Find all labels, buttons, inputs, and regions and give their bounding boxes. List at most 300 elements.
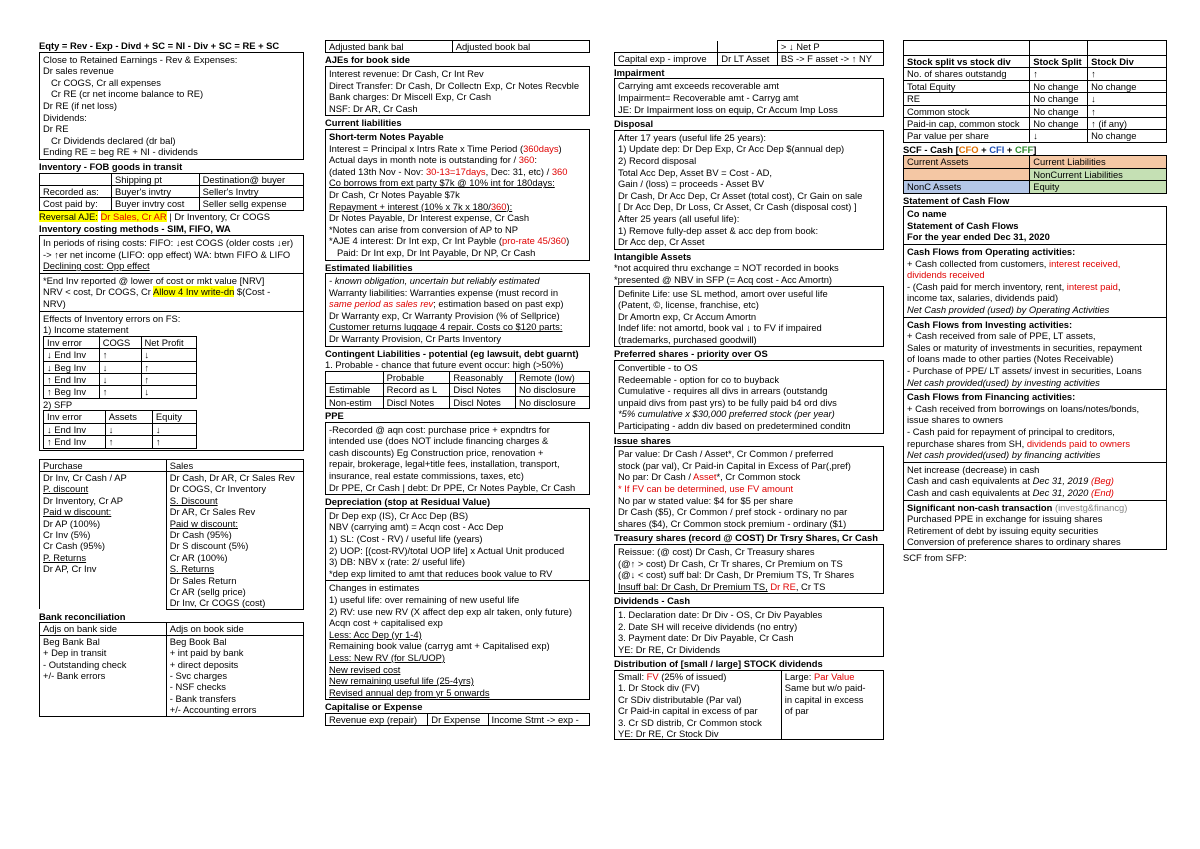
financing-box xyxy=(903,390,1167,463)
text: Changes in estimates xyxy=(329,582,420,594)
close-line: Dr RE (if net loss) xyxy=(43,99,117,111)
table-cell: Buyer invtry cost xyxy=(112,198,200,210)
text: Retirement of debt by issuing equity securities xyxy=(907,524,1099,536)
issue-shares-title: Issue shares xyxy=(614,434,671,446)
text: Dr Dep exp (IS), Cr Acc Dep (BS) xyxy=(329,509,469,521)
text: , Dec: 31, etc) / xyxy=(485,165,550,177)
text: Dr Warranty exp, Cr Warranty Provision (% of Sellprice) xyxy=(329,309,560,321)
text: Paid w discount: xyxy=(169,517,238,529)
inventory-errors-box xyxy=(39,312,304,451)
text: ): xyxy=(506,200,513,212)
costing-line: In periods of rising costs: FIFO: ↓est COGS (older costs ↓er) xyxy=(43,236,294,248)
table-cell: ↓ End Inv xyxy=(44,349,100,361)
treasury-box xyxy=(614,544,884,594)
text: SCF - Cash [ xyxy=(903,143,959,155)
preferred-title: Preferred shares - priority over OS xyxy=(614,348,768,360)
text: Interest revenue: Dr Cash, Cr Int Rev xyxy=(329,68,484,79)
text: + xyxy=(978,143,990,155)
table-cell: ↑ xyxy=(99,386,141,398)
table-cell: No change xyxy=(1030,118,1088,130)
notes-payable-box xyxy=(325,129,590,261)
ajes-title: AJEs for book side xyxy=(325,54,410,66)
text: intended use (does NOT include financing charges & xyxy=(329,435,549,447)
table-cell xyxy=(40,173,112,185)
table-cell: Destination@ buyer xyxy=(199,173,303,185)
text: - Outstanding check xyxy=(43,658,127,670)
red-text: FV xyxy=(646,670,659,682)
dividends-title: Dividends - Cash xyxy=(614,595,691,607)
text: Beg Bank Bal xyxy=(43,635,100,647)
text: Dr AP (100%) xyxy=(43,517,101,529)
net-box xyxy=(903,463,1167,501)
table-cell xyxy=(904,41,1030,56)
text: Direct Transfer: Dr Cash, Dr Collectn Exp, Cr Notes Recvble xyxy=(329,79,580,91)
red-text: Dr RE xyxy=(770,580,796,592)
text: Total Acc Dep, Asset BV = Cost - AD, xyxy=(618,166,772,178)
text: 1) Remove fully-dep asset & acc dep from book: xyxy=(618,224,819,236)
text: Dr Notes Payable, Dr Interest expense, Cr Cash xyxy=(329,212,530,224)
column-3 xyxy=(614,40,884,740)
close-line: Dr RE xyxy=(43,123,69,135)
text: (trademarks, purchased goodwill) xyxy=(618,333,757,345)
text: P. Returns xyxy=(43,551,87,563)
intangible-title: Intangible Assets xyxy=(614,250,692,262)
table-cell: Equity xyxy=(1030,181,1167,193)
text: Actual days in month note is outstanding for / xyxy=(329,154,517,166)
text: Dec 31, 2020 xyxy=(1032,486,1089,498)
depreciation-title: Depreciation (stop at Residual Value) xyxy=(325,496,491,508)
red-text: Asset xyxy=(693,471,717,483)
red-text: (End) xyxy=(1091,486,1114,498)
text: *dep exp limited to amt that reduces book value to RV xyxy=(329,567,553,579)
text: -Recorded @ aqn cost: purchase price + expndtrs for xyxy=(329,423,550,435)
dividends-box xyxy=(614,607,884,657)
issue-shares-box xyxy=(614,446,884,531)
text: 3. Cr SD distrib, Cr Common stock xyxy=(618,716,762,728)
table-cell: No disclosure xyxy=(515,396,589,408)
text: Small: xyxy=(618,670,647,682)
text: Paid w discount: xyxy=(43,506,112,518)
text: Dr Warranty Provision, Cr Parts Inventory xyxy=(329,333,502,345)
text: | Dr Inventory, Cr COGS xyxy=(169,210,270,222)
text: No par w stated value: $4 for $5 per share xyxy=(618,494,794,506)
table-cell: Adjs on book side xyxy=(166,623,303,635)
text: of par xyxy=(784,705,809,717)
highlight: Reversal AJE: xyxy=(39,210,98,222)
text: Dr Cash ($5), Cr Common / pref stock - ordinary no par xyxy=(618,506,848,518)
text: + Cash collected from customers, xyxy=(907,257,1047,269)
text: Net Cash provided (used) by Operating Activities xyxy=(907,304,1110,315)
text: Impairment= Recoverable amt - Carryg amt xyxy=(618,92,799,103)
treasury-title: Treasury shares (record @ COST) Dr Trsry Shares, Cr Cash xyxy=(614,532,878,544)
text: No par: Dr Cash / xyxy=(618,471,691,483)
table-cell: Adjs on bank side xyxy=(40,623,167,635)
estimated-box xyxy=(325,273,590,347)
table-cell: Remote (low) xyxy=(515,371,589,383)
equity-equation: Eqty = Rev - Exp - Divd + SC = NI - Div + SC = RE + SC xyxy=(39,40,280,51)
current-liabilities-title: Current liabilities xyxy=(325,117,402,129)
text: Convertible - to OS xyxy=(618,362,698,374)
text: + int paid by bank xyxy=(169,647,244,659)
text: Dr Inventory, Cr AP xyxy=(43,494,124,506)
table-cell: No. of shares outstandg xyxy=(904,68,1030,80)
text: (Patent, ©, license, franchise, etc) xyxy=(618,299,759,311)
table-cell: Reasonably xyxy=(450,371,516,383)
text: S. Discount xyxy=(169,494,218,506)
table-cell: Dr LT Asset xyxy=(718,53,778,65)
text: Dr Amortn exp, Cr Accum Amortn xyxy=(618,310,757,322)
table-cell: Total Equity xyxy=(904,80,1030,92)
text: *Notes can arise from conversion of AP to NP xyxy=(329,223,518,235)
small-stock-cell xyxy=(615,670,782,739)
text: YE: Dr RE, Cr Stock Div xyxy=(618,727,719,739)
sales-cell xyxy=(166,471,303,609)
text: Co borrows from ext party $7k @ 10% int for 180days: xyxy=(329,177,555,189)
estimated-liabilities-title: Estimated liabilities xyxy=(325,261,413,273)
table-cell: COGS xyxy=(99,336,141,348)
text: Dr Cash, Dr AR, Cr Sales Rev xyxy=(169,471,295,483)
table-cell: ↑ xyxy=(1088,68,1167,80)
text: (@↓ < cost) suff bal: Dr Cash, Dr Premium TS, Tr Shares xyxy=(618,569,855,581)
table-cell: NonC Assets xyxy=(904,181,1030,193)
table-cell: Stock split vs stock div xyxy=(904,56,1030,68)
text: + direct deposits xyxy=(169,658,239,670)
cfo-label: CFO xyxy=(958,143,979,155)
text: 1) SL: (Cost - RV) / useful life (years) xyxy=(329,533,483,544)
table-cell: Cost paid by: xyxy=(40,198,112,210)
text: Short-term Notes Payable xyxy=(329,130,444,142)
stock-div-title: Distribution of [small / large] STOCK dividends xyxy=(614,658,823,670)
table-cell xyxy=(1030,41,1088,56)
table-cell: Par value per share xyxy=(904,130,1030,142)
table-cell: Non-estim xyxy=(326,396,384,408)
text: - NSF checks xyxy=(169,681,226,693)
red-text: Par Value xyxy=(813,670,855,682)
book-side-cell xyxy=(166,635,303,716)
changes-estimates-box xyxy=(325,581,590,700)
text: income tax, salaries, dividends paid) xyxy=(907,292,1059,304)
text: Dr AP, Cr Inv xyxy=(43,563,97,575)
text: Dr S discount (5%) xyxy=(169,540,249,552)
sfp-title: 2) SFP xyxy=(43,398,73,410)
text: ; estimation based on past exp) xyxy=(433,298,564,310)
red-text: interest received, xyxy=(1049,257,1121,269)
bank-rec-title: Bank reconciliation xyxy=(39,610,126,622)
text: Carrying amt exceeds recoverable amt xyxy=(618,80,780,92)
red-text: 360 xyxy=(518,154,535,166)
text: Conversion of preference shares to ordinary shares xyxy=(907,536,1121,548)
text: Cash Flows from Operating activities: xyxy=(907,246,1076,258)
column-2 xyxy=(325,40,590,726)
contingent-table xyxy=(325,371,590,409)
text: +/- Bank errors xyxy=(43,670,106,682)
column-4 xyxy=(903,40,1167,563)
text: *presented @ NBV in SFP (= Acq cost - Acc Amortn) xyxy=(614,273,833,285)
table-cell xyxy=(615,41,718,53)
table-cell: Sales xyxy=(166,459,303,471)
table-cell: Buyer's invtry xyxy=(112,185,200,197)
table-cell: Stock Div xyxy=(1088,56,1167,68)
costing-box xyxy=(39,235,304,274)
close-line: Cr RE (cr net income balance to RE) xyxy=(51,88,204,100)
text: : xyxy=(534,154,537,166)
text: unpaid divs from past yrs) to be fully paid b4 ord divs xyxy=(618,396,837,408)
table-cell: Seller sellg expense xyxy=(199,198,303,210)
text: stock (par val), Cr Paid-in Capital in Excess of Par(,pref) xyxy=(618,459,851,471)
text: Reissue: (@ cost) Dr Cash, Cr Treasury shares xyxy=(618,545,815,557)
table-cell: ↓ xyxy=(99,373,141,385)
text: + Dep in transit xyxy=(43,647,107,659)
highlight: Allow 4 Inv write-dn xyxy=(153,286,235,298)
table-cell: Assets xyxy=(105,411,152,423)
text: Dr Sales Return xyxy=(169,574,237,586)
capitalise-table xyxy=(325,713,590,726)
table-cell: No disclosure xyxy=(515,384,589,396)
table-cell: Dr Expense xyxy=(428,713,488,725)
text: Indef life: not amortd, book val ↓ to FV if impaired xyxy=(618,322,822,334)
table-cell: ↑ xyxy=(1030,68,1088,80)
text: 3. Payment date: Dr Div Payable, Cr Cash xyxy=(618,632,794,644)
operating-box xyxy=(903,245,1167,318)
table-cell: ↑ (if any) xyxy=(1088,118,1167,130)
table-cell: Paid-in cap, common stock xyxy=(904,118,1030,130)
bank-rec-table xyxy=(39,622,304,716)
text: *AJE 4 interest: Dr Int exp, Cr Int Payble ( xyxy=(329,235,502,247)
table-cell: ↓ xyxy=(1088,93,1167,105)
table-cell: ↓ xyxy=(1030,130,1088,142)
text: - Bank transfers xyxy=(169,692,236,704)
table-cell: No change xyxy=(1030,93,1088,105)
text: NBV (carrying amt) = Acqn cost - Acc Dep xyxy=(329,521,504,533)
text: Cr AR (100%) xyxy=(169,551,228,563)
text: Cr AR (sellg price) xyxy=(169,586,246,597)
depreciation-box xyxy=(325,508,590,582)
table-cell: No change xyxy=(1088,80,1167,92)
stock-div-table xyxy=(614,670,884,740)
table-cell: ↓ End Inv xyxy=(44,423,106,435)
table-cell: Record as L xyxy=(383,384,450,396)
table-cell: Revenue exp (repair) xyxy=(326,713,428,725)
large-stock-cell xyxy=(781,670,883,739)
text: New revised cost xyxy=(329,663,401,675)
text: 2. Date SH will receive dividends (no entry) xyxy=(618,620,798,632)
table-cell xyxy=(718,41,778,53)
investing-box xyxy=(903,318,1167,391)
text: $(Cost - xyxy=(236,286,271,298)
text: Cumulative - requires all divs in arrears (outstandg xyxy=(618,385,828,397)
scf-title xyxy=(903,144,1167,156)
impairment-title: Impairment xyxy=(614,66,665,78)
close-line: Ending RE = beg RE + NI - dividends xyxy=(43,146,198,158)
table-cell: Current Assets xyxy=(904,156,1030,168)
text: After 17 years (useful life 25 years): xyxy=(618,131,766,143)
text: *, Cr Common stock xyxy=(716,471,801,483)
text: P. discount xyxy=(43,483,89,495)
table-cell: ↓ xyxy=(99,361,141,373)
text: Dr PPE, Cr Cash | debt: Dr PPE, Cr Notes Payble, Cr Cash xyxy=(329,481,576,493)
text: Warranty liabilities: Warranties expense (must record in xyxy=(329,286,559,298)
text: Paid: Dr Int exp, Dr Int Payable, Dr NP, Cr Cash xyxy=(337,246,536,258)
red-text: (Beg) xyxy=(1091,475,1114,487)
errors-title: Effects of Inventory errors on FS: xyxy=(43,312,181,324)
co-header-box xyxy=(903,206,1167,245)
grey-text: (investg&financg) xyxy=(1054,501,1128,513)
intangible-box xyxy=(614,286,884,348)
text: + Cash received from borrowings on loans/notes/bonds, xyxy=(907,402,1140,414)
table-cell: No change xyxy=(1030,105,1088,117)
text: For the year ended Dec 31, 2020 xyxy=(907,231,1050,243)
preferred-box xyxy=(614,360,884,434)
text: 1) useful life: over remaining of new useful life xyxy=(329,593,520,605)
text: Dr Cash, Cr Notes Payable $7k xyxy=(329,188,460,200)
table-cell: ↓ xyxy=(141,386,197,398)
red-text: same period as sales rev xyxy=(329,298,434,310)
text: , Cr TS xyxy=(795,580,826,592)
text: Dr Inv, Cr COGS (cost) xyxy=(169,597,266,609)
column-1 xyxy=(39,40,304,717)
table-cell: ↑ xyxy=(152,436,196,448)
text: Cash and cash equivalents at xyxy=(907,486,1030,498)
table-cell: Estimable xyxy=(326,384,384,396)
text: Cr Cash (95%) xyxy=(43,540,105,552)
red-text: 360 xyxy=(551,165,568,177)
table-cell: ↑ xyxy=(141,373,197,385)
text: Interest = Principal x Intrs Rate x Time Period ( xyxy=(329,142,524,154)
text: Repayment + interest (10% x 7k x 180/ xyxy=(329,200,491,212)
text: cash discounts) Eg Construction price, renovation + xyxy=(329,446,544,458)
text: NSF: Dr AR, Cr Cash xyxy=(329,102,418,114)
red-text: 360days xyxy=(523,142,559,154)
table-cell xyxy=(1088,41,1167,56)
text: Dr Acc dep, Cr Asset xyxy=(618,236,705,248)
close-line: Close to Retained Earnings - Rev & Expenses: xyxy=(43,53,238,65)
red-text: dividends paid to owners xyxy=(1026,437,1131,449)
table-cell: ↑ xyxy=(105,436,152,448)
text: ) xyxy=(566,235,570,247)
table-cell: ↑ xyxy=(141,361,197,373)
table-cell xyxy=(326,371,384,383)
text: 1. Declaration date: Dr Div - OS, Cr Div Payables xyxy=(618,608,823,620)
scf-from-sfp: SCF from SFP: xyxy=(903,551,967,563)
close-line: Dividends: xyxy=(43,111,87,123)
text: , xyxy=(1117,280,1121,292)
table-cell: ↓ xyxy=(141,349,197,361)
table-cell: Discl Notes xyxy=(450,384,516,396)
text: Purchased PPE in exchange for issuing shares xyxy=(907,513,1103,525)
text: Dr Cash (95%) xyxy=(169,528,232,540)
text: + Cash received from sale of PPE, LT assets, xyxy=(907,330,1096,342)
table-cell: Common stock xyxy=(904,105,1030,117)
text: Significant non-cash transaction xyxy=(907,501,1053,513)
text: (25% of issued) xyxy=(658,670,727,682)
text: Remaining book value (carryg amt + Capitalised exp) xyxy=(329,640,550,652)
red-text: pro-rate 45/360 xyxy=(501,235,567,247)
costing-line: -> ↑er net income (LIFO: opp effect) WA: btwn FIFO & LIFO xyxy=(43,248,291,260)
text: Less: Acc Dep (yr 1-4) xyxy=(329,628,422,640)
text: Beg Book Bal xyxy=(169,635,227,647)
close-line: Cr COGS, Cr all expenses xyxy=(51,76,161,88)
text: *not acquired thru exchange = NOT recorded in books xyxy=(614,262,839,274)
adjusted-bal-table xyxy=(325,40,590,53)
table-cell: ↓ Beg Inv xyxy=(44,361,100,373)
text: Cash Flows from Financing activities: xyxy=(907,391,1076,403)
table-cell: Stock Split xyxy=(1030,56,1088,68)
ajes-box xyxy=(325,66,590,116)
text: + xyxy=(1004,143,1016,155)
text: - (Cash paid for merch inventory, rent, xyxy=(907,280,1065,292)
bank-side-cell xyxy=(40,635,167,716)
table-cell: ↑ End Inv xyxy=(44,373,100,385)
table-cell: BS -> F asset -> ↑ NY xyxy=(777,53,883,65)
table-cell: ↑ xyxy=(99,349,141,361)
closing-entries-box xyxy=(39,52,304,160)
disposal-title: Disposal xyxy=(614,118,654,130)
text: Statement of Cash Flows xyxy=(907,219,1019,231)
table-cell: > ↓ Net P xyxy=(777,41,883,53)
table-cell: Purchase xyxy=(40,459,167,471)
text: +/- Accounting errors xyxy=(169,704,257,716)
text: repurchase shares from SH, xyxy=(907,437,1025,449)
text: Less: New RV (for SL/UOP) xyxy=(329,651,446,663)
table-cell: ↓ xyxy=(152,423,196,435)
table-cell: NonCurrent Liabilities xyxy=(1030,168,1167,180)
text: repair, brokerage, legal+title fees, installation, transport, xyxy=(329,458,560,470)
text: 1. Dr Stock div (FV) xyxy=(618,682,700,694)
text: [ Dr Acc Dep, Dr Loss, Cr Asset, Cr Cash (disposal cost) ] xyxy=(618,201,857,213)
red-text: Dr Sales, Cr AR xyxy=(100,210,167,222)
text: Net cash provided(used) by financing activities xyxy=(907,449,1101,461)
table-cell: ↓ xyxy=(105,423,152,435)
table-cell: ↑ End Inv xyxy=(44,436,106,448)
text: 3) DB: NBV x (rate: 2/ useful life) xyxy=(329,556,465,568)
text: Cr Inv (5%) xyxy=(43,528,91,540)
split-vs-div-table xyxy=(903,40,1167,143)
contingent-title: Contingent Liabilities - potential (eg lawsuit, debt guarnt) xyxy=(325,347,579,359)
costing-title: Inventory costing methods - SIM, FIFO, WA xyxy=(39,223,231,235)
table-cell: Recorded as: xyxy=(40,185,112,197)
text: Dr Inv, Cr Cash / AP xyxy=(43,471,127,483)
reversal-aje xyxy=(39,211,304,223)
income-error-table xyxy=(43,336,197,399)
text: JE: Dr Impairment loss on equip, Cr Accum Imp Loss xyxy=(618,103,838,115)
sfp-grid xyxy=(903,155,1167,193)
text: 2) UOP: [(cost-RV)/total UOP life] x Actual Unit produced xyxy=(329,544,565,556)
text: Par value: Dr Cash / Asset*, Cr Common / preferred xyxy=(618,448,834,460)
text: of loans made to other parties (Notes Receivable) xyxy=(907,353,1114,365)
table-cell: ↑ Beg Inv xyxy=(44,386,100,398)
text: Dec 31, 2019 xyxy=(1032,475,1089,487)
table-cell: Discl Notes xyxy=(383,396,450,408)
disposal-box xyxy=(614,130,884,250)
sfp-error-table xyxy=(43,410,197,448)
text: Cr Paid-in capital in excess of par xyxy=(618,705,758,717)
table-cell: Income Stmt -> exp - xyxy=(488,713,589,725)
costing-line: Declining cost: Opp effect xyxy=(43,260,150,272)
close-line: Cr Dividends declared (dr bal) xyxy=(51,134,176,146)
text: After 25 years (all useful life): xyxy=(618,212,740,224)
statement-title: Statement of Cash Flow xyxy=(903,194,1010,206)
text: YE: Dr RE, Cr Dividends xyxy=(618,643,721,655)
text: - Purchase of PPE/ LT assets/ invest in securities, Loans xyxy=(907,364,1142,376)
lcnrv-line: NRV) xyxy=(43,297,66,309)
text: Revised annual dep from yr 5 onwards xyxy=(329,686,490,698)
non-cash-box xyxy=(903,501,1167,550)
table-cell: No change xyxy=(1030,80,1088,92)
text: issue shares to owners xyxy=(907,414,1003,426)
text: Cash Flows from Investing activities: xyxy=(907,318,1073,330)
table-cell: ↑ xyxy=(1088,105,1167,117)
text: Net increase (decrease) in cash xyxy=(907,463,1040,475)
